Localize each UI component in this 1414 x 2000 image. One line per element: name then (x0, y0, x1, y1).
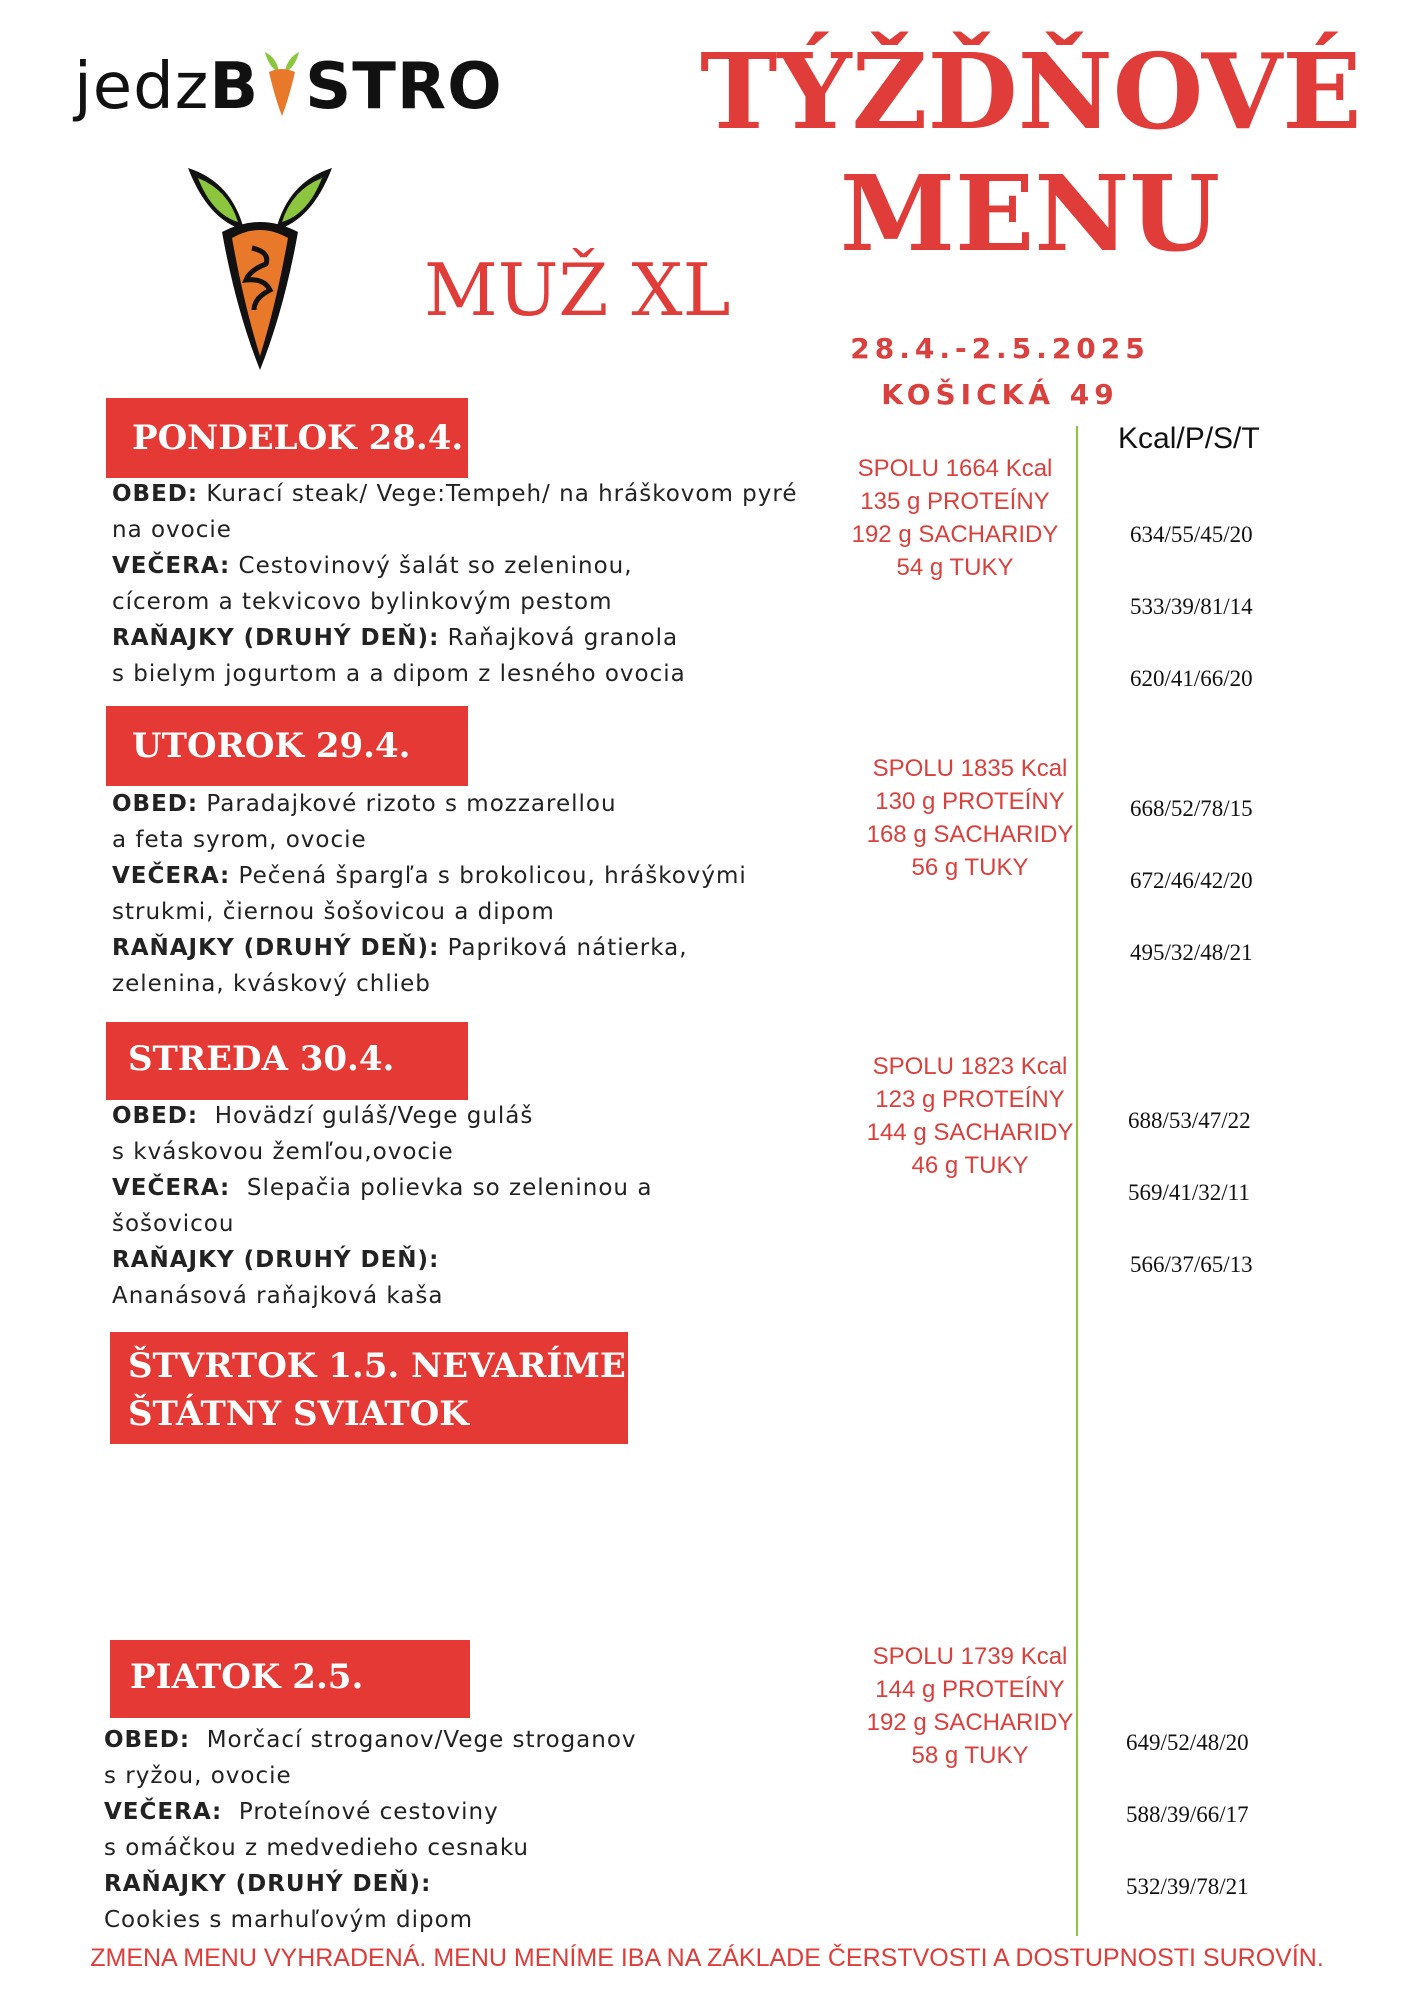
page-title-line1: TÝŽĎŇOVÉ (700, 30, 1362, 153)
meal-text: Slepačia polievka so zeleninou a (230, 1175, 653, 1201)
total-carbs: 144 g SACHARIDY (866, 1119, 1074, 1146)
meal-line: s omáčkou z medvedieho cesnaku (104, 1835, 530, 1861)
meal-text: Cestovinový šalát so zeleninou, (230, 553, 633, 579)
meal-line (104, 1722, 824, 1758)
macro-friday-ranajky: 532/39/78/21 (1126, 1874, 1249, 1899)
total-fat: 46 g TUKY (911, 1152, 1029, 1179)
macro-header: Kcal/P/S/T (1118, 422, 1260, 455)
macro-friday-obed: 649/52/48/20 (1126, 1730, 1249, 1755)
meal-line: na ovocie (112, 517, 232, 543)
meal-line (112, 620, 832, 656)
total-protein: 135 g PROTEÍNY (860, 488, 1050, 515)
meal-line (112, 786, 832, 822)
total-carbs: 192 g SACHARIDY (866, 1709, 1074, 1736)
meal-line (104, 1866, 824, 1902)
meal-text: Proteínové cestoviny (222, 1799, 499, 1825)
holiday-line1: ŠTVRTOK 1.5. NEVARÍME (128, 1346, 626, 1386)
menu-subtitle: MUŽ XL (424, 248, 731, 332)
meal-line: cícerom a tekvicovo bylinkovým pestom (112, 589, 613, 615)
meals-friday (104, 1722, 824, 1938)
meal-line (112, 476, 832, 512)
macro-wednesday-ranajky: 566/37/65/13 (1130, 1252, 1253, 1277)
total-protein: 123 g PROTEÍNY (875, 1086, 1065, 1113)
total-fat: 56 g TUKY (911, 854, 1029, 881)
address: KOŠICKÁ 49 (881, 378, 1119, 411)
meal-text: Hovädzí guláš/Vege guláš (198, 1103, 534, 1129)
meal-line (112, 930, 832, 966)
page-title-line2: MENU (839, 152, 1221, 275)
day-header-wednesday: STREDA 30.4. (106, 1022, 468, 1100)
meal-line: Cookies s marhuľovým dipom (104, 1907, 474, 1933)
meal-label: RAŇAJKY (DRUHÝ DEŇ): (112, 1247, 440, 1273)
meal-label: OBED: (104, 1727, 191, 1753)
meal-text: Papriková nátierka, (439, 935, 688, 961)
meal-label: OBED: (112, 1103, 199, 1129)
day-header-thursday (110, 1332, 628, 1444)
total-protein: 130 g PROTEÍNY (875, 788, 1065, 815)
day-header-tuesday: UTOROK 29.4. (106, 706, 468, 786)
totals-wednesday (845, 1050, 1095, 1182)
macro-wednesday-vecera: 569/41/32/11 (1128, 1180, 1250, 1205)
total-fat: 54 g TUKY (896, 554, 1014, 581)
meal-line (112, 858, 832, 894)
meal-line (104, 1794, 824, 1830)
total-kcal: SPOLU 1835 Kcal (872, 755, 1068, 782)
meal-label: VEČERA: (112, 863, 231, 889)
day-header-monday: PONDELOK 28.4. (106, 398, 468, 478)
macro-wednesday-obed: 688/53/47/22 (1128, 1108, 1251, 1133)
meal-text: Raňajková granola (439, 625, 679, 651)
meal-line (112, 1242, 832, 1278)
meal-text: Morčací stroganov/Vege stroganov (190, 1727, 637, 1753)
total-fat: 58 g TUKY (911, 1742, 1029, 1769)
macro-tuesday-ranajky: 495/32/48/21 (1130, 940, 1253, 965)
macro-monday-ranajky: 620/41/66/20 (1130, 666, 1253, 691)
meal-label: RAŇAJKY (DRUHÝ DEŇ): (112, 625, 440, 651)
brand-logo (74, 48, 503, 124)
carrot-icon (180, 160, 340, 375)
meal-line (112, 1098, 832, 1134)
logo-part2-pre: B (209, 50, 260, 124)
logo-part1: jedz (74, 50, 210, 124)
total-kcal: SPOLU 1739 Kcal (872, 1643, 1068, 1670)
meal-line (112, 548, 832, 584)
meal-line: šošovicou (112, 1211, 235, 1237)
macro-tuesday-vecera: 672/46/42/20 (1130, 868, 1253, 893)
total-kcal: SPOLU 1823 Kcal (872, 1053, 1068, 1080)
footer-note: ZMENA MENU VYHRADENÁ. MENU MENÍME IBA NA ZÁKLADE ČERSTVOSTI A DOSTUPNOSTI SUROVÍN. (90, 1944, 1324, 1972)
date-range: 28.4.-2.5.2025 (850, 332, 1150, 365)
meal-label: RAŇAJKY (DRUHÝ DEŇ): (112, 935, 440, 961)
meal-line: a feta syrom, ovocie (112, 827, 367, 853)
totals-tuesday (845, 752, 1095, 884)
holiday-line2: ŠTÁTNY SVIATOK (128, 1394, 469, 1434)
day-header-friday: PIATOK 2.5. (110, 1640, 470, 1718)
meals-wednesday (112, 1098, 832, 1314)
meal-text: Paradajkové rizoto s mozzarellou (198, 791, 617, 817)
meal-text: Kurací steak/ Vege:Tempeh/ na hráškovom pyré (198, 481, 798, 507)
meal-label: VEČERA: (112, 553, 231, 579)
total-kcal: SPOLU 1664 Kcal (857, 455, 1053, 482)
meal-label: OBED: (112, 791, 199, 817)
logo-part2-post: STRO (305, 50, 503, 124)
meal-text: Pečená špargľa s brokolicou, hráškovými (230, 863, 747, 889)
meal-line (112, 1170, 832, 1206)
meal-line: s ryžou, ovocie (104, 1763, 292, 1789)
macro-tuesday-obed: 668/52/78/15 (1130, 796, 1253, 821)
meal-line: strukmi, čiernou šošovicou a dipom (112, 899, 555, 925)
meals-monday (112, 476, 832, 692)
macro-monday-obed: 634/55/45/20 (1130, 522, 1253, 547)
total-carbs: 192 g SACHARIDY (851, 521, 1059, 548)
meal-line: s kváskovou žemľou,ovocie (112, 1139, 454, 1165)
totals-monday (830, 452, 1080, 584)
meals-tuesday (112, 786, 832, 1002)
macro-friday-vecera: 588/39/66/17 (1126, 1802, 1249, 1827)
meal-label: RAŇAJKY (DRUHÝ DEŇ): (104, 1871, 432, 1897)
logo-carrot-icon (259, 48, 305, 118)
macro-monday-vecera: 533/39/81/14 (1130, 594, 1253, 619)
meal-label: VEČERA: (112, 1175, 231, 1201)
total-protein: 144 g PROTEÍNY (875, 1676, 1065, 1703)
meal-line: Ananásová raňajková kaša (112, 1283, 444, 1309)
meal-line: s bielym jogurtom a a dipom z lesného ovocia (112, 661, 686, 687)
total-carbs: 168 g SACHARIDY (866, 821, 1074, 848)
meal-line: zelenina, kváskový chlieb (112, 971, 431, 997)
meal-label: OBED: (112, 481, 199, 507)
meal-label: VEČERA: (104, 1799, 223, 1825)
totals-friday (845, 1640, 1095, 1772)
